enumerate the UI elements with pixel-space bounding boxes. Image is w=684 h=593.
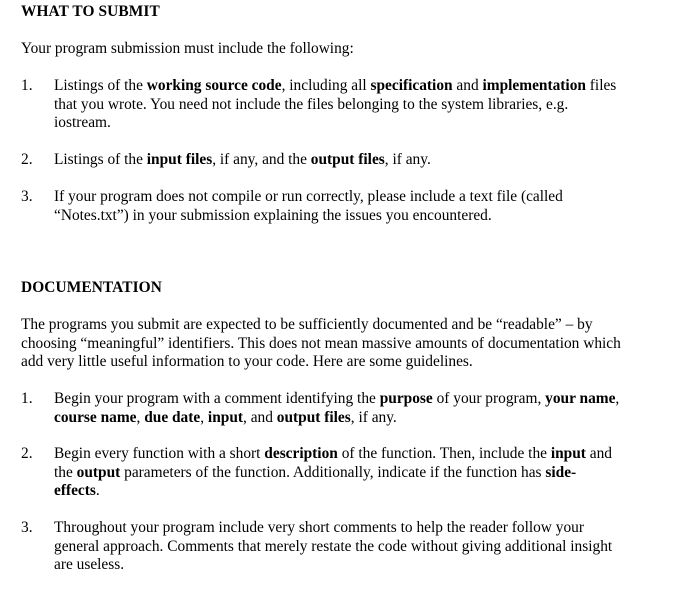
text-line <box>54 207 664 226</box>
bold-text: purpose <box>379 390 433 407</box>
intro-line: choosing “meaningful” identifiers. This does not mean massive amounts of documentation which <box>21 334 621 352</box>
text-run: , <box>136 408 145 426</box>
text-run: and <box>452 77 483 94</box>
bold-text: input <box>207 408 244 426</box>
text-run: general approach. Comments that merely restate the code without giving additional insight <box>54 537 613 555</box>
text-run: and <box>585 445 613 462</box>
text-line <box>54 96 664 115</box>
list-item-body <box>54 151 664 170</box>
text-run: of your program, <box>432 390 546 407</box>
text-run: “Notes.txt”) in your submission explaining the issues you encountered. <box>54 206 492 224</box>
text-run: Throughout your program include very short comments to help the reader follow your <box>54 519 584 536</box>
text-run: are useless. <box>54 556 125 573</box>
bold-text: side- <box>545 463 577 481</box>
text-line <box>54 519 664 538</box>
text-line <box>54 114 664 133</box>
list-item-body <box>54 390 664 427</box>
section-heading-documentation: DOCUMENTATION <box>21 279 162 296</box>
list-number: 2. <box>21 445 33 462</box>
text-run: , <box>615 390 620 407</box>
text-run: , including all <box>281 77 371 94</box>
documentation-intro <box>21 316 661 372</box>
bold-text: implementation <box>482 77 586 94</box>
bold-text: description <box>264 445 338 462</box>
text-line <box>54 151 664 170</box>
text-line <box>54 482 664 501</box>
bold-text: course name <box>54 408 137 426</box>
list-number: 3. <box>21 188 33 205</box>
text-line <box>54 409 664 428</box>
bold-text: your name <box>545 390 616 407</box>
intro-line: Your program submission must include the following: <box>21 40 354 57</box>
text-run: Begin your program with a comment identifying the <box>54 390 380 407</box>
text-run: , and <box>243 408 277 426</box>
text-run: If your program does not compile or run correctly, please include a text file (called <box>54 188 563 205</box>
bold-text: due date <box>144 408 201 426</box>
intro-line: add very little useful information to your code. Here are some guidelines. <box>21 353 473 370</box>
text-run: iostream. <box>54 114 111 131</box>
text-line <box>54 188 664 207</box>
text-run: Listings of the <box>54 151 147 168</box>
bold-text: effects <box>54 482 96 499</box>
what-to-submit-intro <box>21 40 661 59</box>
text-run: Begin every function with a short <box>54 445 265 462</box>
bold-text: output files <box>310 151 385 168</box>
text-run: , if any. <box>350 408 397 426</box>
text-run: , <box>200 408 208 426</box>
bold-text: input <box>550 445 586 462</box>
text-run: Listings of the <box>54 77 147 94</box>
text-line <box>54 445 664 464</box>
text-run: the <box>54 463 77 481</box>
list-number: 3. <box>21 519 33 536</box>
text-line <box>54 538 664 557</box>
bold-text: working source code <box>146 77 282 94</box>
list-number: 1. <box>21 77 33 94</box>
text-run: files <box>585 77 617 94</box>
text-run: , if any. <box>384 151 431 168</box>
bold-text: output <box>76 463 121 481</box>
list-number: 2. <box>21 151 33 168</box>
list-item-body <box>54 188 664 225</box>
bold-text: output files <box>276 408 351 426</box>
section-heading-what-to-submit: WHAT TO SUBMIT <box>21 3 160 20</box>
list-item-body <box>54 519 664 575</box>
intro-line: The programs you submit are expected to be sufficiently documented and be “readable” – by <box>21 316 593 333</box>
text-run: of the function. Then, include the <box>337 445 551 462</box>
bold-text: specification <box>370 77 453 94</box>
text-run: parameters of the function. Additionally, indicate if the function has <box>120 463 546 481</box>
text-line <box>54 464 664 483</box>
list-item-body <box>54 445 664 501</box>
list-number: 1. <box>21 390 33 407</box>
text-run: that you wrote. You need not include the files belonging to the system libraries, e.g. <box>54 95 569 113</box>
text-line <box>54 556 664 575</box>
bold-text: input files <box>146 151 213 168</box>
text-line <box>54 77 664 96</box>
text-run: , if any, and the <box>212 151 311 168</box>
text-run: . <box>95 482 100 499</box>
list-item-body <box>54 77 664 133</box>
text-line <box>54 390 664 409</box>
